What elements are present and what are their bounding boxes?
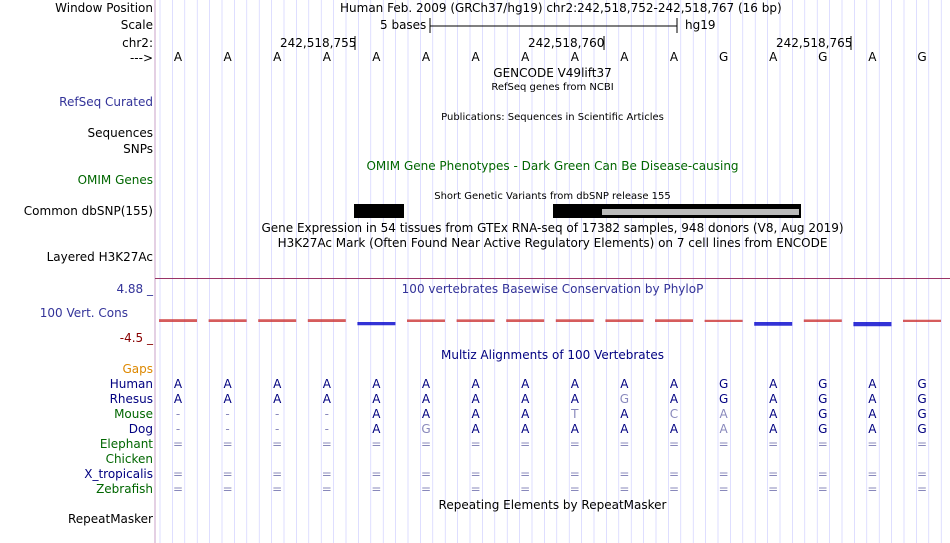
- alignment-base: A: [173, 392, 183, 406]
- sequence-base: G: [917, 50, 927, 64]
- refseq-track-label[interactable]: RefSeq Curated: [59, 95, 153, 109]
- phylop-plot[interactable]: [155, 300, 950, 340]
- alignment-base: A: [471, 377, 480, 391]
- sequence-base: A: [223, 50, 232, 64]
- species-label-human[interactable]: Human: [109, 377, 153, 391]
- alignment-base: =: [916, 467, 928, 481]
- alignment-base: =: [569, 437, 580, 451]
- alignment-base: =: [718, 437, 729, 451]
- sequence-base: A: [570, 50, 579, 64]
- alignment-base: -: [175, 407, 181, 421]
- alignment-base: =: [420, 482, 432, 496]
- alignment-base: -: [275, 422, 280, 436]
- alignment-base: A: [868, 377, 877, 391]
- alignment-base: A: [719, 407, 728, 421]
- phylop-bar: [407, 319, 445, 322]
- alignment-base: G: [421, 422, 431, 436]
- scale-assembly: hg19: [685, 18, 716, 32]
- alignment-base: =: [222, 467, 233, 481]
- publications-title[interactable]: Publications: Sequences in Scientific Articles: [441, 112, 664, 123]
- alignment-base: G: [818, 392, 828, 406]
- phylop-bar: [705, 320, 743, 322]
- species-label-mouse[interactable]: Mouse: [114, 407, 153, 421]
- phylop-bar: [903, 320, 941, 322]
- alignment-base: =: [668, 467, 680, 481]
- phylop-bar: [605, 319, 643, 322]
- alignment-base: =: [867, 482, 878, 496]
- alignment-base: =: [420, 467, 432, 481]
- alignment-base: =: [321, 467, 332, 481]
- alignment-base: A: [521, 377, 530, 391]
- alignment-base: =: [321, 482, 332, 496]
- h3k27-title[interactable]: H3K27Ac Mark (Often Found Near Active Regulatory Elements) on 7 cell lines from ENCODE: [277, 236, 828, 250]
- alignment-base: =: [768, 482, 779, 496]
- alignment-base: A: [669, 392, 679, 406]
- sequence-base: G: [718, 50, 729, 64]
- alignment-base: =: [470, 467, 481, 481]
- alignment-base: =: [619, 437, 630, 451]
- sequence-base: A: [620, 50, 629, 64]
- multiz-title[interactable]: Multiz Alignments of 100 Vertebrates: [440, 348, 665, 362]
- chr-label: chr2:: [122, 36, 153, 50]
- alignment-base: =: [470, 482, 481, 496]
- alignment-base: =: [916, 482, 928, 496]
- alignment-base: =: [619, 467, 630, 481]
- alignment-base: A: [570, 392, 579, 406]
- alignment-base: =: [222, 437, 233, 451]
- dbsnp-title[interactable]: Short Genetic Variants from dbSNP release 155: [434, 191, 671, 202]
- species-label-rhesus[interactable]: Rhesus: [109, 392, 153, 406]
- coord-tick-3: 242,518,765: [776, 36, 853, 50]
- alignment-base: A: [173, 377, 183, 391]
- alignment-base: A: [769, 392, 778, 406]
- alignment-base: =: [172, 437, 184, 451]
- alignment-base: A: [769, 377, 778, 391]
- alignment-base: A: [570, 377, 579, 391]
- phylop-bar: [804, 319, 842, 322]
- window-position-value: Human Feb. 2009 (GRCh37/hg19) chr2:242,518,752-242,518,767 (16 bp): [340, 1, 782, 15]
- alignment-base: =: [768, 467, 779, 481]
- sequence-base: A: [669, 50, 679, 64]
- alignment-base: =: [817, 482, 828, 496]
- track-divider: [155, 278, 950, 279]
- alignment-base: G: [917, 407, 927, 421]
- alignment-base: =: [817, 467, 828, 481]
- alignment-base: -: [225, 422, 230, 436]
- species-label-zebrafish[interactable]: Zebrafish: [96, 482, 153, 496]
- window-position-label: Window Position: [55, 1, 153, 15]
- alignment-base: -: [324, 422, 329, 436]
- alignment-base: -: [225, 407, 230, 421]
- alignment-base: A: [421, 407, 431, 421]
- alignment-base: A: [868, 407, 877, 421]
- alignment-base: =: [718, 467, 729, 481]
- omim-title[interactable]: OMIM Gene Phenotypes - Dark Green Can Be Disease-causing: [366, 159, 739, 173]
- snps-label[interactable]: SNPs: [123, 142, 153, 156]
- alignment-base: =: [768, 437, 779, 451]
- alignment-base: A: [471, 407, 480, 421]
- alignment-base: =: [569, 482, 580, 496]
- alignment-base: =: [172, 482, 184, 496]
- phylop-title[interactable]: 100 vertebrates Basewise Conservation by PhyloP: [401, 282, 704, 296]
- alignment-base: G: [718, 392, 729, 406]
- alignment-base: =: [272, 437, 283, 451]
- repeatmasker-label[interactable]: RepeatMasker: [67, 512, 153, 526]
- phylop-bar: [308, 319, 346, 322]
- alignment-base: =: [520, 437, 531, 451]
- alignment-base: =: [916, 437, 928, 451]
- gaps-label[interactable]: Gaps: [122, 362, 153, 376]
- alignment-base: A: [273, 392, 282, 406]
- alignment-base: =: [817, 437, 828, 451]
- alignment-base: A: [620, 422, 629, 436]
- alignment-base: -: [175, 422, 181, 436]
- alignment-base: =: [371, 482, 382, 496]
- coord-tick-2: 242,518,760: [528, 36, 605, 50]
- alignment-base: A: [223, 377, 232, 391]
- sequence-base: G: [818, 50, 828, 64]
- alignment-base: -: [275, 407, 280, 421]
- alignment-base: A: [719, 422, 728, 436]
- phylop-label[interactable]: 100 Vert. Cons: [39, 306, 128, 320]
- alignment-base: A: [322, 392, 331, 406]
- alignment-base: =: [867, 437, 878, 451]
- alignment-base: A: [521, 407, 530, 421]
- alignment-base: =: [321, 437, 332, 451]
- sequences-label[interactable]: Sequences: [87, 126, 153, 140]
- sequence-base: A: [769, 50, 778, 64]
- phylop-bar: [506, 319, 544, 322]
- alignment-base: =: [668, 437, 680, 451]
- alignment-base: A: [421, 377, 431, 391]
- alignment-base: A: [372, 392, 381, 406]
- alignment-base: A: [322, 377, 331, 391]
- alignment-base: =: [172, 467, 184, 481]
- phylop-bar: [258, 319, 296, 322]
- sequence-base: A: [273, 50, 282, 64]
- alignment-base: A: [521, 392, 530, 406]
- alignment-base: A: [471, 422, 480, 436]
- refseq-subtitle: RefSeq genes from NCBI: [491, 82, 614, 93]
- alignment-base: =: [420, 437, 432, 451]
- sequence-base: A: [173, 50, 183, 64]
- alignment-base: A: [669, 422, 679, 436]
- alignment-base: A: [570, 422, 579, 436]
- alignment-base: =: [718, 482, 729, 496]
- alignment-base: A: [372, 377, 381, 391]
- sequence-base: A: [471, 50, 480, 64]
- alignment-base: A: [669, 377, 679, 391]
- alignment-base: G: [818, 422, 828, 436]
- phylop-bar: [853, 322, 891, 326]
- alignment-base: A: [620, 407, 629, 421]
- alignment-base: =: [668, 482, 680, 496]
- scale-text: 5 bases: [380, 18, 427, 32]
- alignment-base: A: [769, 407, 778, 421]
- alignment-base: C: [669, 407, 679, 421]
- alignment-base: =: [371, 467, 382, 481]
- strand-label: --->: [129, 51, 153, 65]
- alignment-base: G: [917, 422, 927, 436]
- phylop-min: -4.5 _: [119, 331, 153, 345]
- alignment-base: =: [222, 482, 233, 496]
- species-label-elephant[interactable]: Elephant: [99, 437, 153, 451]
- alignment-base: =: [272, 482, 283, 496]
- phylop-bar: [754, 322, 792, 326]
- h3k27-label[interactable]: Layered H3K27Ac: [46, 250, 153, 264]
- species-label-x_tropicalis[interactable]: X_tropicalis: [84, 467, 153, 481]
- species-label-dog[interactable]: Dog: [128, 422, 153, 436]
- scale-label: Scale: [120, 18, 153, 32]
- alignment-base: A: [471, 392, 480, 406]
- alignment-base: A: [273, 377, 282, 391]
- coord-tick-1: 242,518,755: [280, 36, 357, 50]
- alignment-base: A: [421, 392, 431, 406]
- alignment-base: G: [619, 392, 630, 406]
- omim-label[interactable]: OMIM Genes: [77, 173, 153, 187]
- gtex-title[interactable]: Gene Expression in 54 tissues from GTEx RNA-seq of 17382 samples, 948 donors (V8, Aug 2019): [261, 221, 844, 235]
- sequence-base: A: [372, 50, 381, 64]
- alignment-base: -: [324, 407, 329, 421]
- phylop-max: 4.88 _: [116, 282, 153, 296]
- alignment-base: A: [223, 392, 232, 406]
- dbsnp-variant-1[interactable]: [354, 204, 404, 218]
- alignment-base: G: [818, 407, 828, 421]
- sequence-base: A: [868, 50, 877, 64]
- alignment-base: A: [769, 422, 778, 436]
- sequence-base: A: [322, 50, 331, 64]
- alignment-base: G: [917, 377, 927, 391]
- alignment-base: =: [867, 467, 878, 481]
- alignment-base: A: [372, 422, 381, 436]
- sequence-base: A: [421, 50, 431, 64]
- dbsnp-label[interactable]: Common dbSNP(155): [23, 204, 153, 218]
- alignment-base: A: [521, 422, 530, 436]
- alignment-base: G: [917, 392, 927, 406]
- phylop-bar: [556, 319, 594, 322]
- alignment-base: T: [571, 407, 579, 421]
- alignment-base: =: [569, 467, 580, 481]
- alignment-base: G: [718, 377, 729, 391]
- alignment-base: =: [619, 482, 630, 496]
- alignment-base: A: [620, 377, 629, 391]
- alignment-base: =: [520, 467, 531, 481]
- alignment-base: A: [372, 407, 381, 421]
- alignment-base: =: [470, 437, 481, 451]
- alignment-base: =: [520, 482, 531, 496]
- sequence-base: A: [521, 50, 530, 64]
- repeatmasker-title[interactable]: Repeating Elements by RepeatMasker: [438, 498, 667, 512]
- phylop-bar: [655, 319, 693, 322]
- alignment-base: =: [272, 467, 283, 481]
- alignment-base: A: [868, 392, 877, 406]
- phylop-bar: [357, 322, 395, 325]
- gencode-track-title[interactable]: GENCODE V49lift37: [493, 66, 612, 80]
- phylop-bar: [159, 319, 197, 322]
- phylop-bar: [209, 319, 247, 322]
- phylop-bar: [457, 319, 495, 322]
- alignment-base: A: [868, 422, 877, 436]
- alignment-base: =: [371, 437, 382, 451]
- alignment-base: G: [818, 377, 828, 391]
- dbsnp-variant-3[interactable]: [602, 209, 799, 215]
- species-label-chicken[interactable]: Chicken: [105, 452, 153, 466]
